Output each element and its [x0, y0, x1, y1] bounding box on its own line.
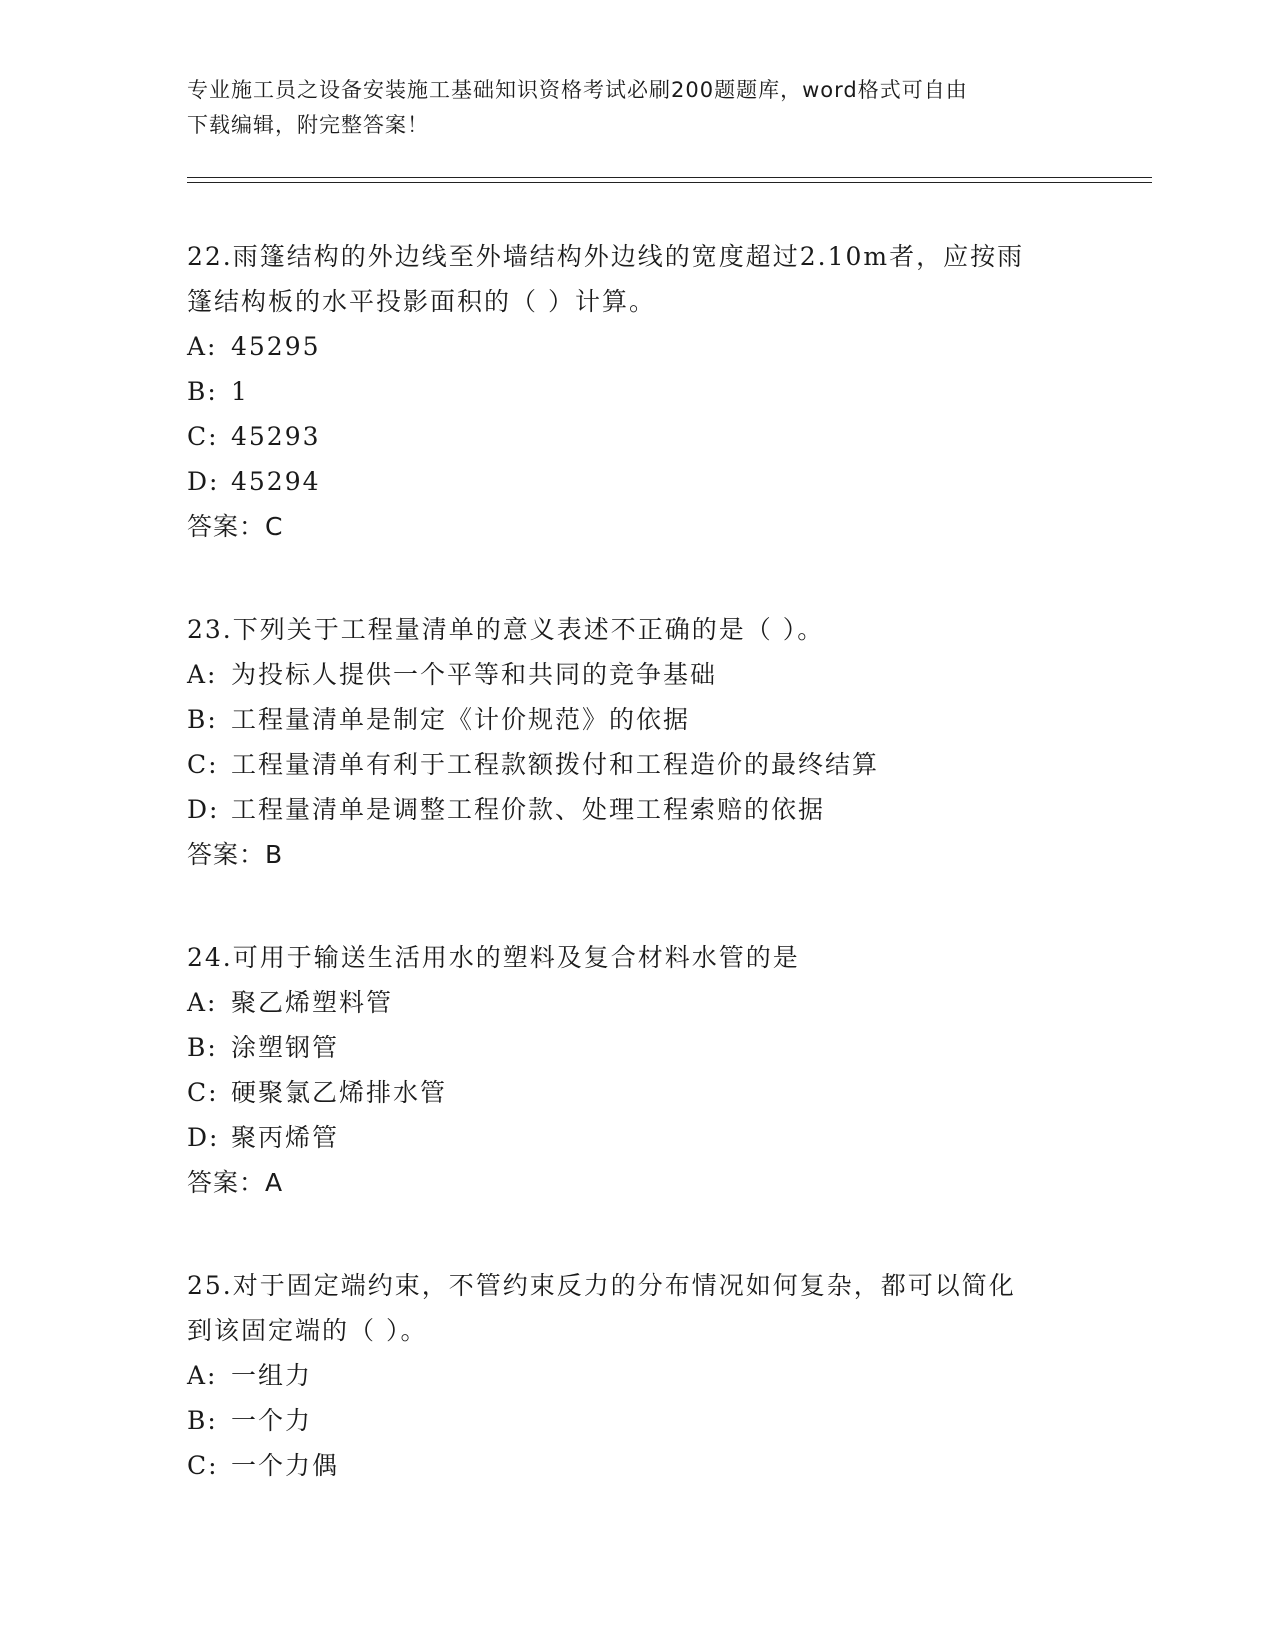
option-letter: B: [187, 1033, 218, 1062]
option-letter: B: [187, 377, 218, 406]
option-letter: A: [187, 988, 218, 1017]
option-letter: B: [187, 705, 218, 734]
option-a [187, 1353, 1087, 1398]
option-d [187, 787, 1087, 832]
question-24 [187, 935, 1087, 1205]
question-stem-line: 25.对于固定端约束，不管约束反力的分布情况如何复杂，都可以简化 [187, 1271, 1016, 1300]
document-header [187, 73, 1067, 143]
option-text: 1 [231, 377, 249, 406]
option-letter: B: [187, 1406, 218, 1435]
option-letter: C: [187, 1078, 219, 1107]
option-c [187, 414, 1087, 459]
option-letter: D: [187, 467, 220, 496]
option-text: 涂塑钢管 [231, 1033, 340, 1062]
question-stem-line: 23.下列关于工程量清单的意义表述不正确的是（ ）。 [187, 615, 825, 644]
question-stem-line: 22.雨篷结构的外边线至外墙结构外边线的宽度超过2.10m者，应按雨 [187, 242, 1025, 271]
option-letter: A: [187, 1361, 218, 1390]
header-divider-bottom [187, 182, 1152, 183]
option-letter: A: [187, 332, 218, 361]
question-23 [187, 607, 1087, 877]
question-25 [187, 1263, 1087, 1488]
question-22 [187, 234, 1087, 549]
answer-line: 答案：C [187, 512, 284, 541]
option-c [187, 1070, 1087, 1115]
option-a [187, 652, 1087, 697]
option-letter: C: [187, 422, 219, 451]
option-text: 工程量清单是调整工程价款、处理工程索赔的依据 [231, 795, 826, 824]
option-text: 工程量清单有利于工程款额拨付和工程造价的最终结算 [231, 750, 880, 779]
option-text: 聚乙烯塑料管 [231, 988, 394, 1017]
answer-line: 答案：A [187, 1168, 284, 1197]
question-stem-line: 篷结构板的水平投影面积的（ ）计算。 [187, 287, 656, 316]
answer-line: 答案：B [187, 840, 284, 869]
header-line-2: 下载编辑，附完整答案！ [187, 113, 429, 137]
option-text: 一组力 [231, 1361, 313, 1390]
option-b [187, 697, 1087, 742]
option-text: 为投标人提供一个平等和共同的竞争基础 [231, 660, 718, 689]
question-list [187, 234, 1087, 1546]
option-c [187, 1443, 1087, 1488]
option-text: 45293 [231, 422, 321, 451]
option-d [187, 459, 1087, 504]
question-stem-line: 到该固定端的（ ）。 [187, 1316, 428, 1345]
option-text: 一个力偶 [231, 1451, 340, 1480]
option-text: 聚丙烯管 [231, 1123, 340, 1152]
header-divider-top [187, 177, 1152, 178]
option-d [187, 1115, 1087, 1160]
option-a [187, 980, 1087, 1025]
option-text: 45294 [231, 467, 321, 496]
option-letter: D: [187, 1123, 220, 1152]
option-text: 硬聚氯乙烯排水管 [231, 1078, 448, 1107]
option-text: 工程量清单是制定《计价规范》的依据 [231, 705, 691, 734]
option-letter: C: [187, 750, 219, 779]
option-letter: A: [187, 660, 218, 689]
question-stem-line: 24.可用于输送生活用水的塑料及复合材料水管的是 [187, 943, 800, 972]
option-b [187, 1398, 1087, 1443]
option-b [187, 1025, 1087, 1070]
header-line-1: 专业施工员之设备安装施工基础知识资格考试必刷200题题库，word格式可自由 [187, 78, 968, 102]
option-text: 一个力 [231, 1406, 313, 1435]
option-letter: C: [187, 1451, 219, 1480]
option-letter: D: [187, 795, 220, 824]
option-text: 45295 [231, 332, 321, 361]
option-b [187, 369, 1087, 414]
option-c [187, 742, 1087, 787]
option-a [187, 324, 1087, 369]
